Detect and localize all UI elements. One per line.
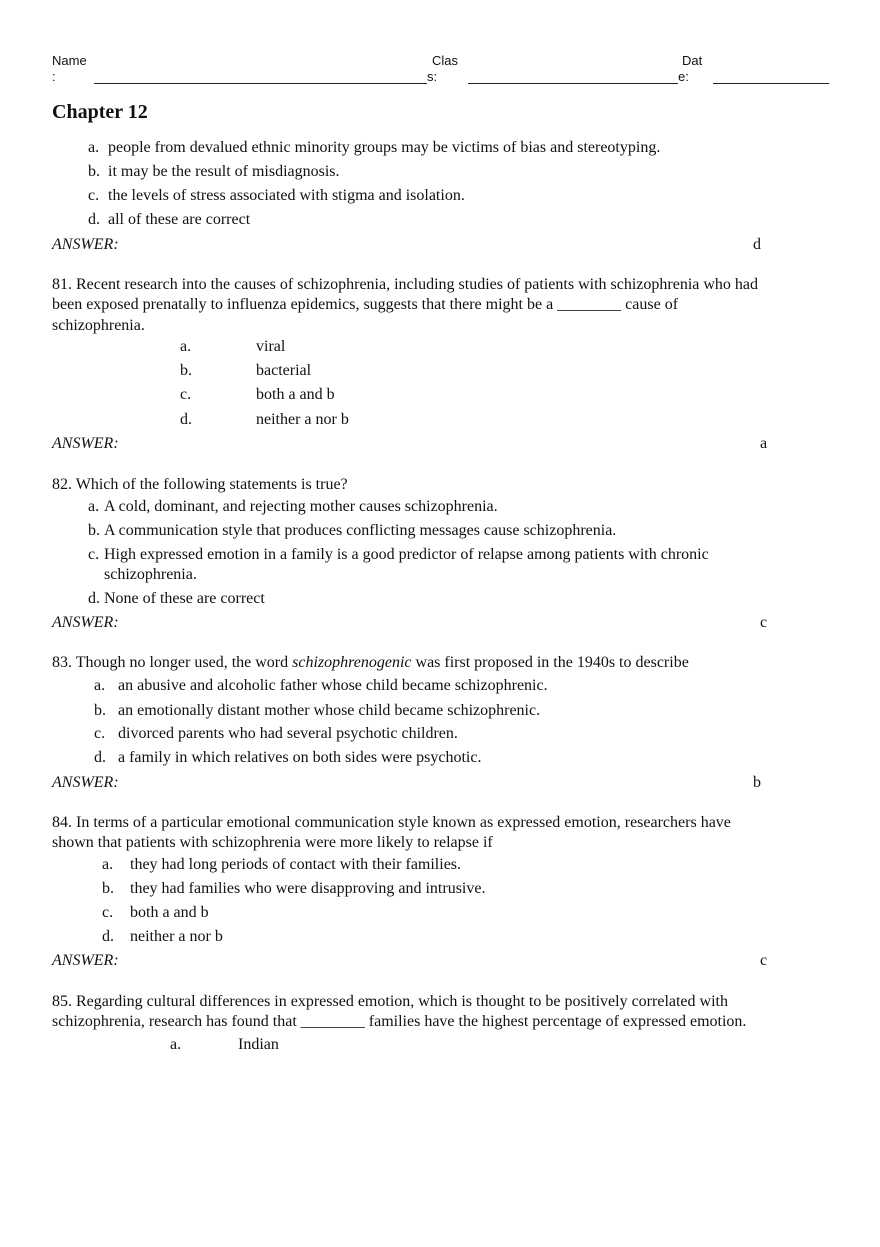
option-text: None of these are correct: [104, 590, 265, 607]
answer-label: ANSWER:: [52, 435, 119, 452]
option-text: people from devalued ethnic minority groups may be victims of bias and stereotyping.: [108, 139, 661, 156]
answer-value: d: [753, 236, 761, 253]
option-text: both a and b: [256, 386, 335, 403]
option-letter: c.: [180, 386, 192, 403]
option-letter: b.: [88, 163, 100, 180]
option-letter: a.: [170, 1036, 182, 1053]
question-text: 84. In terms of a particular emotional communication style known as expressed emotion, researchers have: [52, 814, 731, 831]
answer-label: ANSWER:: [52, 614, 119, 631]
option-text: High expressed emotion in a family is a good predictor of relapse among patients with chronic: [104, 546, 709, 563]
question-text: 82. Which of the following statements is true?: [52, 476, 348, 493]
option-text: both a and b: [130, 904, 209, 921]
name-field[interactable]: [94, 83, 427, 84]
option-text: divorced parents who had several psychotic children.: [118, 725, 458, 742]
question-text: schizophrenia.: [52, 317, 145, 334]
answer-label: ANSWER:: [52, 774, 119, 791]
option-letter: b.: [88, 522, 100, 539]
option-letter: d.: [102, 928, 114, 945]
class-label: Clas: [432, 53, 459, 68]
date-label-colon: e:: [678, 69, 689, 84]
chapter-title: Chapter 12: [52, 101, 148, 123]
option-letter: b.: [94, 702, 106, 719]
option-text: bacterial: [256, 362, 312, 379]
answer-value: c: [760, 952, 768, 969]
option-letter: c.: [102, 904, 114, 921]
question-text: 81. Recent research into the causes of schizophrenia, including studies of patients with schizophrenia who had: [52, 276, 759, 293]
option-text: Indian: [238, 1036, 279, 1053]
answer-value: a: [760, 435, 768, 452]
option-letter: a.: [88, 139, 100, 156]
option-letter: d.: [94, 749, 106, 766]
option-text: all of these are correct: [108, 211, 251, 228]
question-text: schizophrenia, research has found that ________ families have the highest percentage of expressed emotion.: [52, 1013, 747, 1030]
date-label: Dat: [682, 53, 703, 68]
option-text: neither a nor b: [130, 928, 223, 945]
question-text: been exposed prenatally to influenza epidemics, suggests that there might be a ________ cause of: [52, 296, 679, 313]
option-text: A communication style that produces conflicting messages cause schizophrenia.: [104, 522, 617, 539]
answer-value: b: [753, 774, 761, 791]
option-letter: a.: [94, 677, 106, 694]
question-text: shown that patients with schizophrenia were more likely to relapse if: [52, 834, 493, 851]
option-text: viral: [256, 338, 286, 355]
question-text: 85. Regarding cultural differences in expressed emotion, which is thought to be positively correlated with: [52, 993, 728, 1010]
option-text: they had long periods of contact with their families.: [130, 856, 462, 873]
answer-value: c: [760, 614, 768, 631]
option-letter: d.: [88, 590, 100, 607]
option-text: schizophrenia.: [104, 566, 197, 583]
italic-term: schizophrenogenic: [292, 654, 412, 671]
option-letter: b.: [102, 880, 114, 897]
option-text: the levels of stress associated with stigma and isolation.: [108, 187, 465, 204]
question-text: [52, 653, 689, 673]
option-text: it may be the result of misdiagnosis.: [108, 163, 340, 180]
answer-label: ANSWER:: [52, 236, 119, 253]
option-text: an emotionally distant mother whose child became schizophrenic.: [118, 702, 541, 719]
option-text: an abusive and alcoholic father whose child became schizophrenic.: [118, 677, 548, 694]
option-letter: a.: [88, 498, 100, 515]
option-text: a family in which relatives on both sides were psychotic.: [118, 749, 482, 766]
option-letter: a.: [180, 338, 192, 355]
option-letter: c.: [88, 187, 100, 204]
class-label-colon: s:: [427, 69, 438, 84]
option-text: A cold, dominant, and rejecting mother causes schizophrenia.: [104, 498, 498, 515]
option-letter: d.: [180, 411, 192, 428]
name-label: Name: [52, 53, 87, 68]
option-text: neither a nor b: [256, 411, 349, 428]
option-letter: a.: [102, 856, 114, 873]
question-text-start: 83. Though no longer used, the word: [52, 654, 293, 671]
option-letter: c.: [94, 725, 106, 742]
option-letter: c.: [88, 546, 100, 563]
class-field[interactable]: [468, 83, 678, 84]
name-label-colon: :: [52, 69, 56, 84]
question-text-end: was first proposed in the 1940s to describe: [411, 654, 689, 671]
date-field[interactable]: [713, 83, 829, 84]
answer-label: ANSWER:: [52, 952, 119, 969]
option-text: they had families who were disapproving and intrusive.: [130, 880, 486, 897]
option-letter: d.: [88, 211, 100, 228]
option-letter: b.: [180, 362, 192, 379]
